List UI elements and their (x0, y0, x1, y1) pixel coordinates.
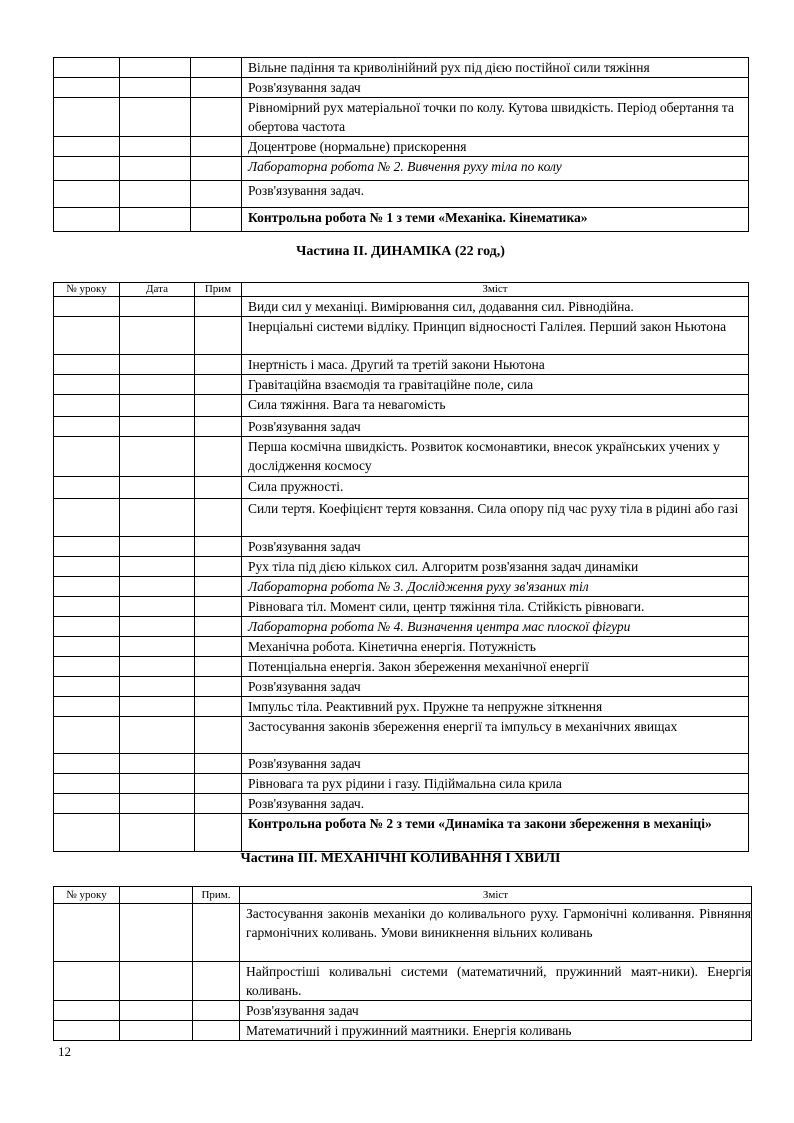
test-work-content: Контрольна робота № 1 з теми «Механіка. Кінематика» (242, 208, 749, 232)
note-cell (195, 774, 242, 794)
table-row (54, 1021, 752, 1041)
lesson-number-cell (54, 375, 120, 395)
date-cell (120, 499, 195, 537)
note-cell (195, 677, 242, 697)
header-lesson-number: № уроку (54, 283, 120, 297)
note-cell (195, 317, 242, 355)
date-cell (120, 437, 195, 477)
note-cell (195, 814, 242, 852)
lesson-number-cell (54, 1021, 120, 1041)
header-note: Прим. (193, 887, 240, 904)
note-cell (195, 417, 242, 437)
lesson-number-cell (54, 78, 120, 98)
table-row (54, 499, 749, 537)
lesson-number-cell (54, 814, 120, 852)
lesson-number-cell (54, 181, 120, 208)
note-cell (191, 78, 242, 98)
note-cell (195, 395, 242, 417)
table-row (54, 774, 749, 794)
lesson-content: Застосування законів збереження енергії та імпульсу в механічних явищах (242, 717, 749, 754)
lesson-content: Розв'язування задач (242, 754, 749, 774)
table-row (54, 814, 749, 852)
lesson-number-cell (54, 58, 120, 78)
dynamics-lessons-table (53, 282, 749, 852)
lesson-content: Рух тіла під дією кількох сил. Алгоритм розв'язання задач динаміки (242, 557, 749, 577)
lesson-content: Розв'язування задач. (242, 181, 749, 208)
lesson-number-cell (54, 417, 120, 437)
note-cell (195, 637, 242, 657)
lab-work-content: Лабораторна робота № 3. Дослідження руху зв'язаних тіл (242, 577, 749, 597)
lesson-number-cell (54, 437, 120, 477)
lesson-content: Розв'язування задач. (242, 794, 749, 814)
date-cell (120, 774, 195, 794)
lesson-number-cell (54, 794, 120, 814)
table-row (54, 58, 749, 78)
lesson-content: Математичний і пружинний маятники. Енергія коливань (240, 1021, 752, 1041)
lesson-number-cell (54, 317, 120, 355)
date-cell (120, 98, 191, 137)
date-cell (120, 814, 195, 852)
note-cell (191, 137, 242, 157)
date-cell (120, 677, 195, 697)
note-cell (195, 597, 242, 617)
table-row (54, 677, 749, 697)
section-title-oscillations: Частина ІІІ. МЕХАНІЧНІ КОЛИВАННЯ І ХВИЛІ (240, 851, 561, 866)
date-cell (120, 477, 195, 499)
lesson-number-cell (54, 677, 120, 697)
table-row (54, 537, 749, 557)
lesson-content: Сила тяжіння. Вага та невагомість (242, 395, 749, 417)
date-cell (120, 317, 195, 355)
table-row (54, 437, 749, 477)
table-row (54, 157, 749, 181)
lesson-number-cell (54, 395, 120, 417)
note-cell (195, 537, 242, 557)
header-content: Зміст (240, 887, 752, 904)
table-row (54, 637, 749, 657)
lesson-content: Види сил у механіці. Вимірювання сил, додавання сил. Рівнодійна. (242, 297, 749, 317)
date-cell (120, 1021, 193, 1041)
lesson-content: Гравітаційна взаємодія та гравітаційне поле, сила (242, 375, 749, 395)
header-lesson-number: № уроку (54, 887, 120, 904)
date-cell (120, 375, 195, 395)
note-cell (195, 477, 242, 499)
page-number: 12 (58, 1044, 71, 1059)
note-cell (193, 1001, 240, 1021)
note-cell (195, 557, 242, 577)
lab-work-content: Лабораторна робота № 4. Визначення центра мас плоскої фігури (242, 617, 749, 637)
date-cell (120, 417, 195, 437)
date-cell (120, 355, 195, 375)
note-cell (191, 181, 242, 208)
note-cell (195, 657, 242, 677)
note-cell (195, 617, 242, 637)
lesson-content: Рівновага та рух рідини і газу. Підіймальна сила крила (242, 774, 749, 794)
date-cell (120, 157, 191, 181)
table-row (54, 208, 749, 232)
table-row (54, 657, 749, 677)
date-cell (120, 597, 195, 617)
header-note: Прим (195, 283, 242, 297)
date-cell (120, 137, 191, 157)
lesson-number-cell (54, 577, 120, 597)
section-title-dynamics: Частина ІІ. ДИНАМІКА (22 год,) (296, 244, 505, 259)
lesson-content: Розв'язування задач (242, 417, 749, 437)
table-row (54, 417, 749, 437)
header-date (120, 887, 193, 904)
table-row (54, 78, 749, 98)
table-row (54, 597, 749, 617)
date-cell (120, 717, 195, 754)
note-cell (191, 98, 242, 137)
date-cell (120, 297, 195, 317)
date-cell (120, 794, 195, 814)
lesson-number-cell (54, 637, 120, 657)
date-cell (120, 904, 193, 962)
lesson-number-cell (54, 1001, 120, 1021)
table-row (54, 375, 749, 395)
lesson-content: Розв'язування задач (242, 677, 749, 697)
lesson-content: Найпростіші коливальні системи (математичний, пружинний маят-ники). Енергія коливань. (240, 962, 752, 1001)
note-cell (195, 437, 242, 477)
test-work-content: Контрольна робота № 2 з теми «Динаміка та закони збереження в механіці» (242, 814, 749, 852)
lesson-number-cell (54, 355, 120, 375)
lesson-number-cell (54, 137, 120, 157)
lesson-number-cell (54, 597, 120, 617)
lesson-content: Перша космічна швидкість. Розвиток космонавтики, внесок українських учених у дослідження космосу (242, 437, 749, 477)
lesson-number-cell (54, 157, 120, 181)
oscillations-lessons-table (53, 886, 752, 1041)
table-row (54, 395, 749, 417)
table-row (54, 717, 749, 754)
table-row (54, 962, 752, 1001)
lesson-content: Розв'язування задач (242, 78, 749, 98)
lesson-number-cell (54, 499, 120, 537)
lesson-content: Сили тертя. Коефіцієнт тертя ковзання. Сила опору під час руху тіла в рідині або газі (242, 499, 749, 537)
note-cell (195, 794, 242, 814)
lesson-content: Потенціальна енергія. Закон збереження механічної енергії (242, 657, 749, 677)
note-cell (191, 58, 242, 78)
date-cell (120, 78, 191, 98)
note-cell (195, 717, 242, 754)
header-content: Зміст (242, 283, 749, 297)
table-row (54, 557, 749, 577)
table-row (54, 904, 752, 962)
note-cell (191, 208, 242, 232)
date-cell (120, 577, 195, 597)
table-row (54, 754, 749, 774)
lesson-number-cell (54, 537, 120, 557)
note-cell (195, 577, 242, 597)
table-row (54, 317, 749, 355)
date-cell (120, 395, 195, 417)
kinematics-lessons-table (53, 57, 749, 232)
lesson-content: Вільне падіння та криволінійний рух під дією постійної сили тяжіння (242, 58, 749, 78)
table-row (54, 794, 749, 814)
table-row (54, 577, 749, 597)
table-row (54, 297, 749, 317)
lesson-content: Імпульс тіла. Реактивний рух. Пружне та непружне зіткнення (242, 697, 749, 717)
note-cell (191, 157, 242, 181)
lab-work-content: Лабораторна робота № 2. Вивчення руху тіла по колу (242, 157, 749, 181)
date-cell (120, 697, 195, 717)
note-cell (193, 904, 240, 962)
header-date: Дата (120, 283, 195, 297)
date-cell (120, 637, 195, 657)
lesson-content: Сила пружності. (242, 477, 749, 499)
lesson-content: Рівномірний рух матеріальної точки по колу. Кутова швидкість. Період обертання та обертова частота (242, 98, 749, 137)
table-row (54, 617, 749, 637)
note-cell (195, 754, 242, 774)
table-row (54, 1001, 752, 1021)
lesson-number-cell (54, 297, 120, 317)
table-row (54, 697, 749, 717)
lesson-number-cell (54, 962, 120, 1001)
note-cell (193, 1021, 240, 1041)
table-header-row (54, 887, 752, 904)
lesson-number-cell (54, 477, 120, 499)
note-cell (195, 697, 242, 717)
lesson-number-cell (54, 904, 120, 962)
table-row (54, 477, 749, 499)
lesson-number-cell (54, 697, 120, 717)
date-cell (120, 208, 191, 232)
table-header-row (54, 283, 749, 297)
date-cell (120, 657, 195, 677)
lesson-number-cell (54, 557, 120, 577)
lesson-number-cell (54, 98, 120, 137)
lesson-number-cell (54, 208, 120, 232)
lesson-content: Застосування законів механіки до коливального руху. Гармонічні коливання. Рівняння гармонічних коливань. Умови виникнення вільних коливань (240, 904, 752, 962)
date-cell (120, 537, 195, 557)
date-cell (120, 58, 191, 78)
lesson-content: Доцентрове (нормальне) прискорення (242, 137, 749, 157)
lesson-content: Інертність і маса. Другий та третій закони Ньютона (242, 355, 749, 375)
note-cell (195, 499, 242, 537)
lesson-number-cell (54, 754, 120, 774)
note-cell (195, 355, 242, 375)
lesson-content: Механічна робота. Кінетична енергія. Потужність (242, 637, 749, 657)
lesson-number-cell (54, 774, 120, 794)
lesson-content: Розв'язування задач (242, 537, 749, 557)
lesson-number-cell (54, 657, 120, 677)
date-cell (120, 1001, 193, 1021)
lesson-content: Інерціальні системи відліку. Принцип відносності Галілея. Перший закон Ньютона (242, 317, 749, 355)
date-cell (120, 754, 195, 774)
lesson-content: Розв'язування задач (240, 1001, 752, 1021)
date-cell (120, 557, 195, 577)
date-cell (120, 181, 191, 208)
note-cell (195, 375, 242, 395)
table-row (54, 181, 749, 208)
table-row (54, 98, 749, 137)
table-row (54, 355, 749, 375)
lesson-number-cell (54, 617, 120, 637)
lesson-number-cell (54, 717, 120, 754)
lesson-content: Рівновага тіл. Момент сили, центр тяжіння тіла. Стійкість рівноваги. (242, 597, 749, 617)
note-cell (193, 962, 240, 1001)
note-cell (195, 297, 242, 317)
date-cell (120, 962, 193, 1001)
table-row (54, 137, 749, 157)
date-cell (120, 617, 195, 637)
